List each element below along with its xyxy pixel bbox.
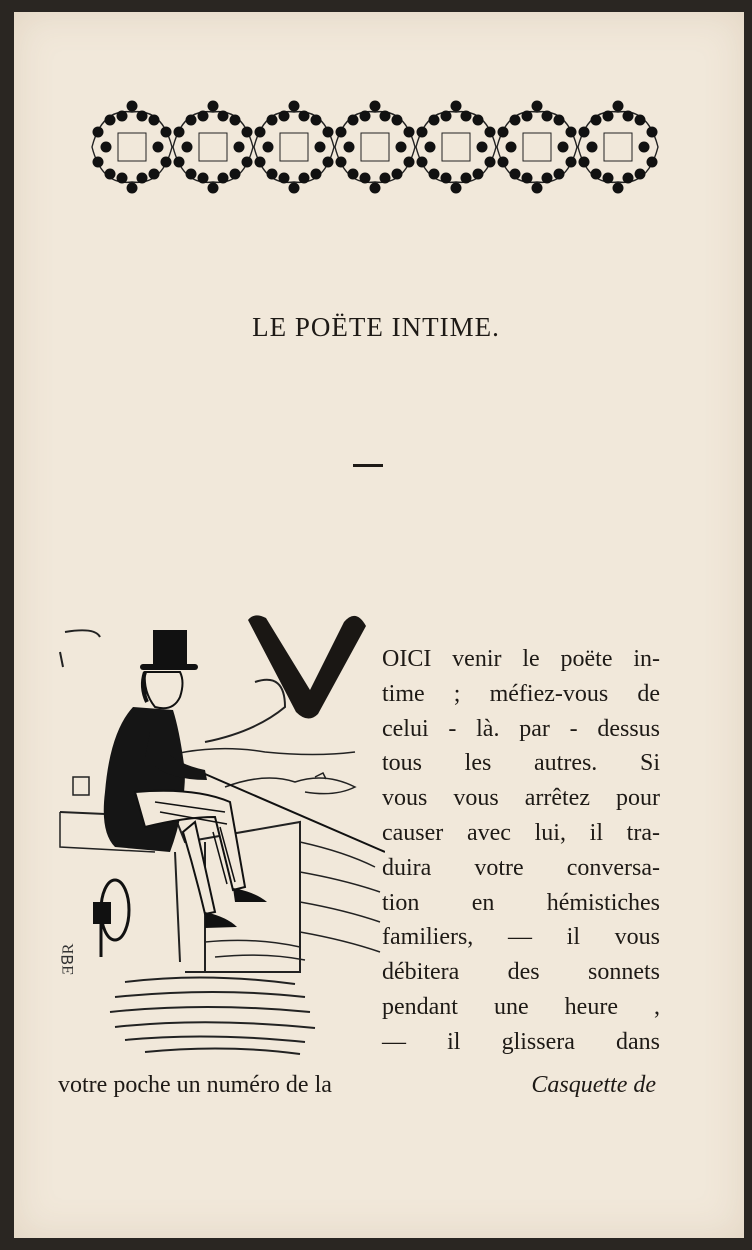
text-line: causer avec lui, il tra- [382, 820, 660, 846]
ornament-tile [416, 101, 496, 194]
text-line: pendant une heure , [382, 994, 660, 1020]
ornament-tile [173, 101, 253, 194]
text-line: celui - là. par - dessus [382, 715, 660, 742]
text-line: time ; méfiez-vous de [382, 680, 660, 707]
text-line [382, 644, 660, 674]
decorative-header-ornament [90, 98, 660, 196]
ornament-tile [335, 101, 415, 194]
last-line-plain: votre poche un numéro de la [58, 1072, 332, 1098]
title-rule [353, 464, 383, 467]
chapter-title: LE POËTE INTIME. [252, 312, 500, 342]
text-line: tous les autres. Si [382, 750, 660, 777]
ornament-tile [578, 101, 658, 194]
ornament-tile [254, 101, 334, 194]
ornament-tile [92, 101, 172, 194]
line-rest: venir le poëte in- [431, 646, 660, 672]
text-line: vous vous arrêtez pour [382, 785, 660, 812]
drop-cap-letter: V [248, 612, 249, 613]
text-line: tion en hémistiches [382, 889, 660, 916]
drop-cap [248, 612, 368, 722]
ornament-tile [497, 101, 577, 194]
last-line-italic: Casquette de [531, 1072, 656, 1098]
last-text-line [58, 1070, 656, 1100]
small-caps-lead: OICI [382, 646, 432, 672]
text-line: duira votre conversa- [382, 854, 660, 881]
text-line: — il glissera dans [382, 1028, 660, 1055]
artist-monogram: ƎꓭR [60, 943, 77, 975]
text-line: familiers, — il vous [382, 924, 660, 951]
text-line: débitera des sonnets [382, 959, 660, 986]
